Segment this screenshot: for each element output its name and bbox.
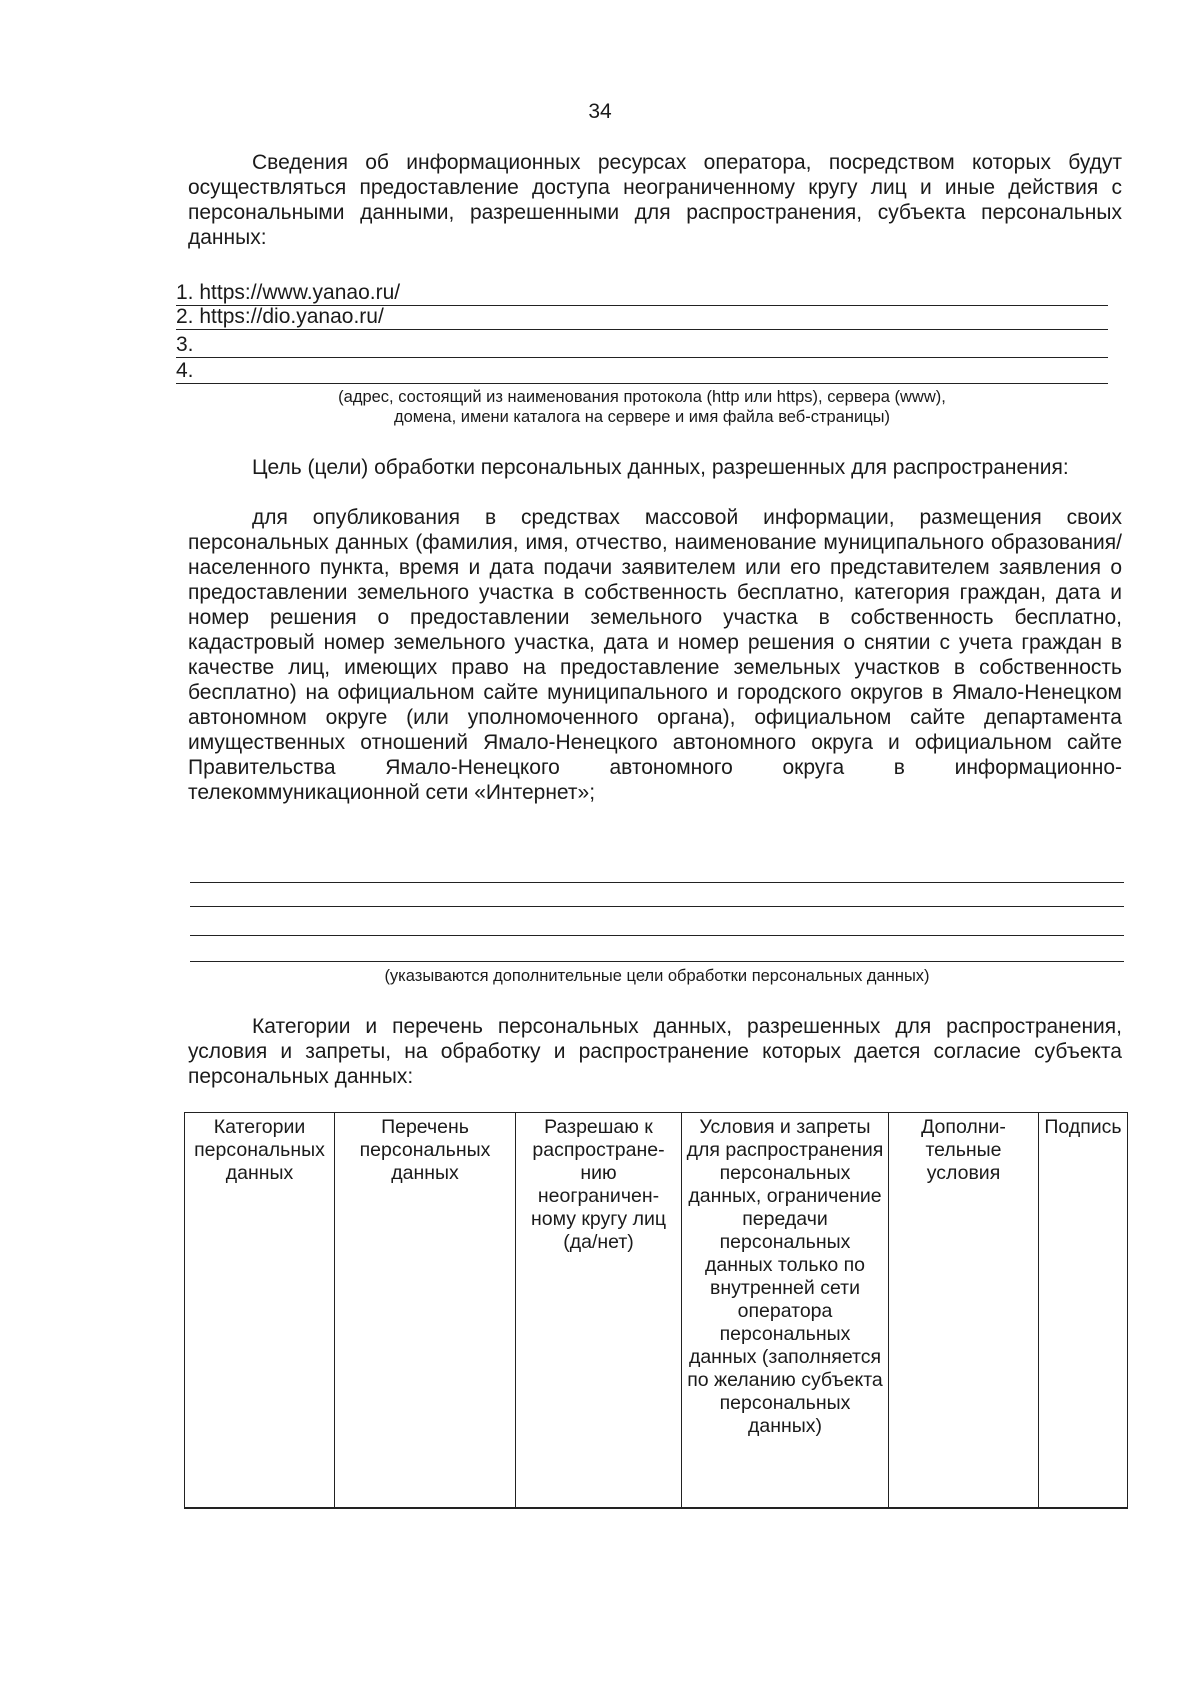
page-number: 34 xyxy=(588,100,612,123)
blank-line xyxy=(190,882,1124,883)
purpose-text: для опубликования в средствах массовой информации, размещения своих персональных данных (фамилия, имя, отчество, наименование муниципального образования/населенного пункта, время и дата подачи заявителем или его представителем заявления о предоставлении земельного участка в собственность бесплатно, категория граждан, дата и номер решения о предоставлении земельного участка в собственность бесплатно, кадастровый номер земельного участка, дата и номер решения о снятии с учета граждан в качестве лиц, имеющих право на предоставление земельных участков в собственность бесплатно) на официальном сайте муниципального и городского округов в Ямало-Ненецком автономном округе (или уполномоченного органа), официальном сайте департамента имущественных отношений Ямало-Ненецкого автономного округа и официальном сайте Правительства Ямало-Ненецкого автономного округа в информационно-телекоммуникационной сети «Интернет»; xyxy=(188,506,1122,804)
consent-table xyxy=(184,1112,1128,1509)
table-cell xyxy=(335,1508,516,1509)
url-line-2: 2. https://dio.yanao.ru/ xyxy=(176,305,1108,330)
resources-heading: Сведения об информационных ресурсах оператора, посредством которых будут осуществляться предоставление доступа неограниченному кругу лиц и иные действия с персональными данными, разрешенными для распространения, субъекта персональных данных: xyxy=(188,151,1122,249)
url-caption-line-2: домена, имени каталога на сервере и имя файла веб-страницы) xyxy=(394,408,890,426)
blank-line xyxy=(190,935,1124,936)
header-data-list: Перечень персональных данных xyxy=(335,1113,516,1508)
url-line-1: 1. https://www.yanao.ru/ xyxy=(176,281,1108,306)
header-additional: Дополни-тельные условия xyxy=(889,1113,1039,1508)
header-signature: Подпись xyxy=(1039,1113,1128,1508)
table-row xyxy=(185,1508,1128,1509)
blank-line xyxy=(190,961,1124,962)
purpose-caption: (указываются дополнительные цели обработки персональных данных) xyxy=(384,967,930,985)
table-header-row xyxy=(185,1113,1128,1508)
purpose-heading: Цель (цели) обработки персональных данных, разрешенных для распространения: xyxy=(252,456,1069,479)
url-caption-line-1: (адрес, состоящий из наименования протокола (http или https), сервера (www), xyxy=(338,388,946,406)
table-cell xyxy=(682,1508,889,1509)
blank-line xyxy=(190,906,1124,907)
table-cell xyxy=(1039,1508,1128,1509)
table-cell xyxy=(516,1508,682,1509)
categories-heading: Категории и перечень персональных данных, разрешенных для распространения, условия и запреты, на обработку и распространение которых дается согласие субъекта персональных данных: xyxy=(188,1015,1122,1088)
header-permission: Разрешаю к распростране-нию неограничен-ному кругу лиц (да/нет) xyxy=(516,1113,682,1508)
header-conditions: Условия и запреты для распространения персональных данных, ограничение передачи персональных данных только по внутренней сети оператора персональных данных (заполняется по желанию субъекта персональных данных) xyxy=(682,1113,889,1508)
table-cell xyxy=(889,1508,1039,1509)
url-line-4: 4. xyxy=(176,359,1108,384)
table-cell xyxy=(185,1508,335,1509)
url-line-3: 3. xyxy=(176,333,1108,358)
header-categories: Категории персональных данных xyxy=(185,1113,335,1508)
